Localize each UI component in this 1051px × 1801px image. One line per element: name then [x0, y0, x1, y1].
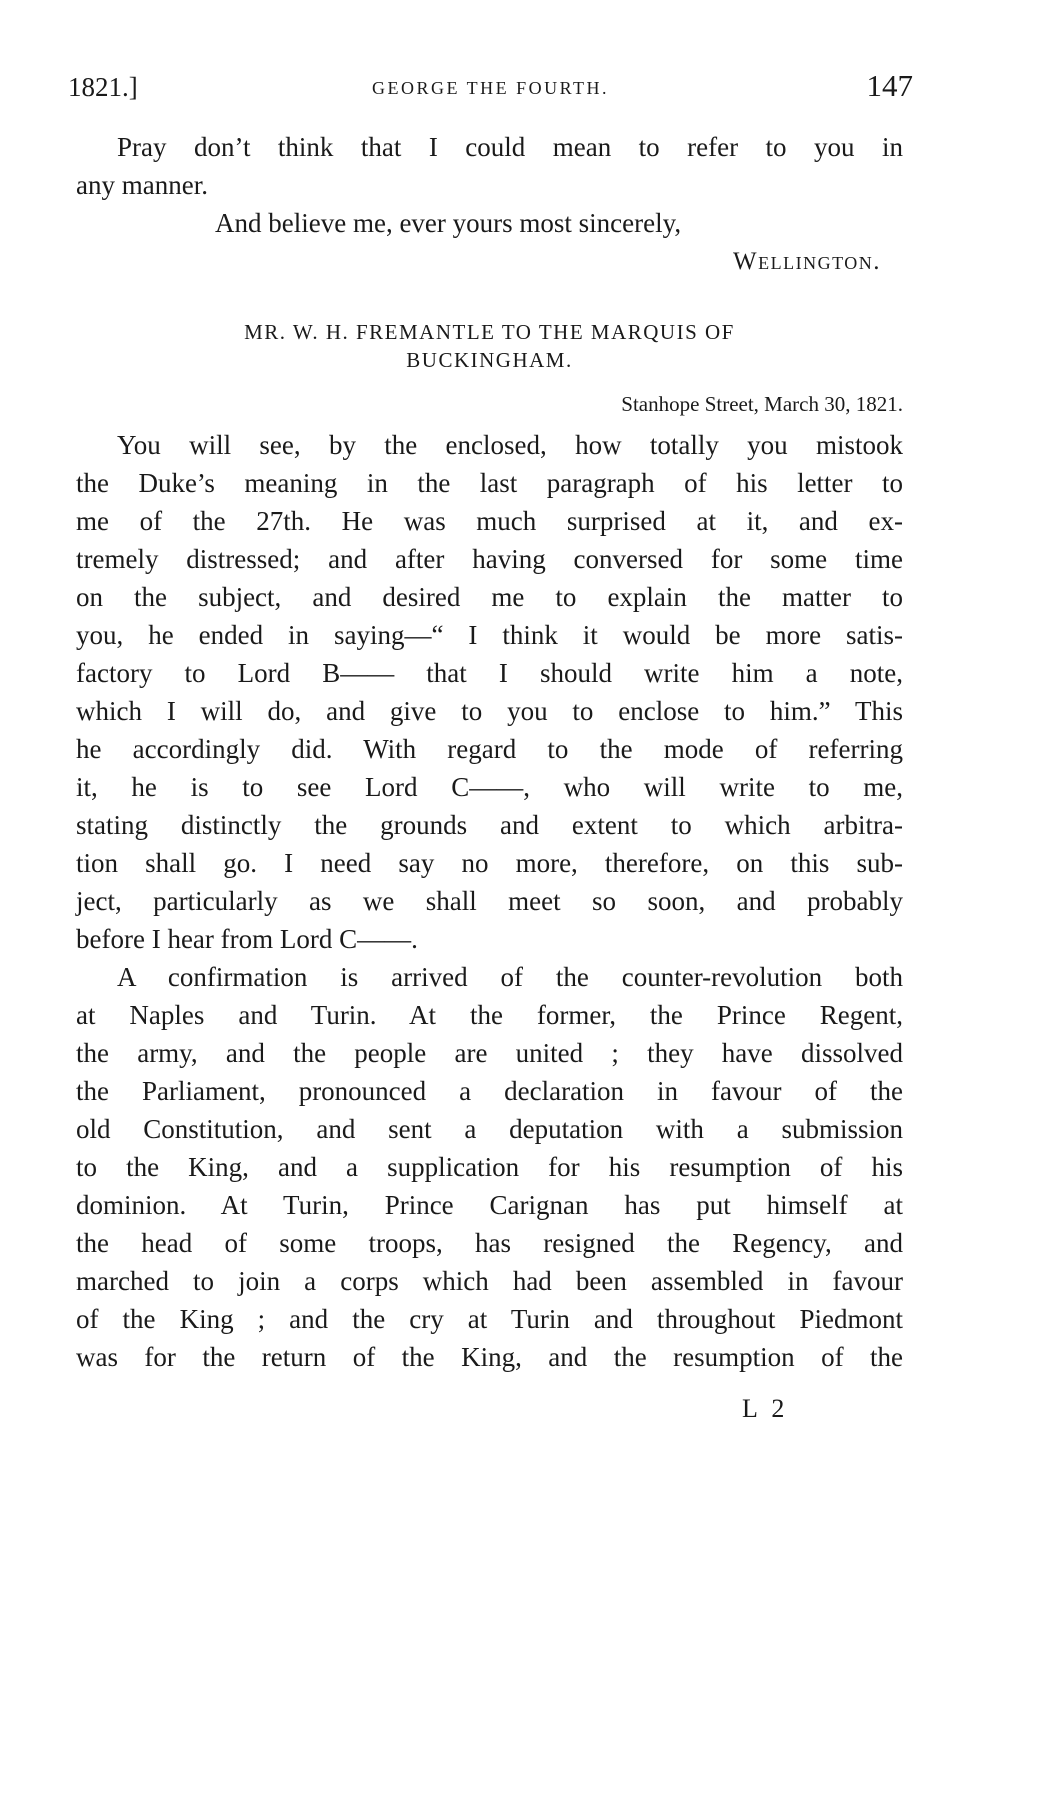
body-line: old Constitution, and sent a deputation with a submission: [76, 1114, 903, 1144]
body-line: Pray don’t think that I could mean to refer to you in: [117, 132, 903, 162]
letter-signature: Wellington.: [733, 248, 881, 275]
running-title: GEORGE THE FOURTH.: [371, 78, 610, 98]
body-line: factory to Lord B—— that I should write him a note,: [76, 658, 903, 688]
letter-dateline: Stanhope Street, March 30, 1821.: [621, 392, 903, 416]
body-line: you, he ended in saying—“ I think it would be more satis-: [76, 620, 903, 650]
body-line: the Parliament, pronounced a declaration in favour of the: [76, 1076, 903, 1106]
body-line: the army, and the people are united ; they have dissolved: [76, 1038, 903, 1068]
body-line: was for the return of the King, and the resumption of the: [76, 1342, 903, 1372]
body-line: marched to join a corps which had been assembled in favour: [76, 1266, 903, 1296]
body-line: it, he is to see Lord C——, who will write to me,: [76, 772, 903, 802]
body-line: the Duke’s meaning in the last paragraph of his letter to: [76, 468, 903, 498]
header-year: 1821.]: [68, 72, 138, 102]
letter-closing: And believe me, ever yours most sincerely,: [215, 208, 682, 238]
body-line: ject, particularly as we shall meet so soon, and probably: [76, 886, 903, 916]
body-line: stating distinctly the grounds and extent to which arbitra-: [76, 810, 903, 840]
letter-heading-line-1: MR. W. H. FREMANTLE TO THE MARQUIS OF: [244, 320, 735, 344]
body-line: he accordingly did. With regard to the mode of referring: [76, 734, 903, 764]
body-line: tion shall go. I need say no more, therefore, on this sub-: [76, 848, 903, 878]
body-line: at Naples and Turin. At the former, the Prince Regent,: [76, 1000, 903, 1030]
body-line: to the King, and a supplication for his resumption of his: [76, 1152, 903, 1182]
page-number: 147: [866, 68, 913, 103]
body-line: me of the 27th. He was much surprised at it, and ex-: [76, 506, 903, 536]
body-line: on the subject, and desired me to explain the matter to: [76, 582, 903, 612]
body-line: tremely distressed; and after having conversed for some time: [76, 544, 903, 574]
body-line: A confirmation is arrived of the counter-revolution both: [117, 962, 903, 992]
body-line: which I will do, and give to you to enclose to him.” This: [76, 696, 903, 726]
running-header: [68, 68, 913, 112]
letter-heading-line-2: BUCKINGHAM.: [406, 348, 573, 372]
body-line: You will see, by the enclosed, how totally you mistook: [117, 430, 903, 460]
signature-mark: L 2: [742, 1394, 789, 1423]
body-line: before I hear from Lord C——.: [76, 924, 418, 954]
body-line: of the King ; and the cry at Turin and throughout Piedmont: [76, 1304, 903, 1334]
body-line: the head of some troops, has resigned the Regency, and: [76, 1228, 903, 1258]
body-line: dominion. At Turin, Prince Carignan has put himself at: [76, 1190, 903, 1220]
body-line: any manner.: [76, 170, 208, 200]
